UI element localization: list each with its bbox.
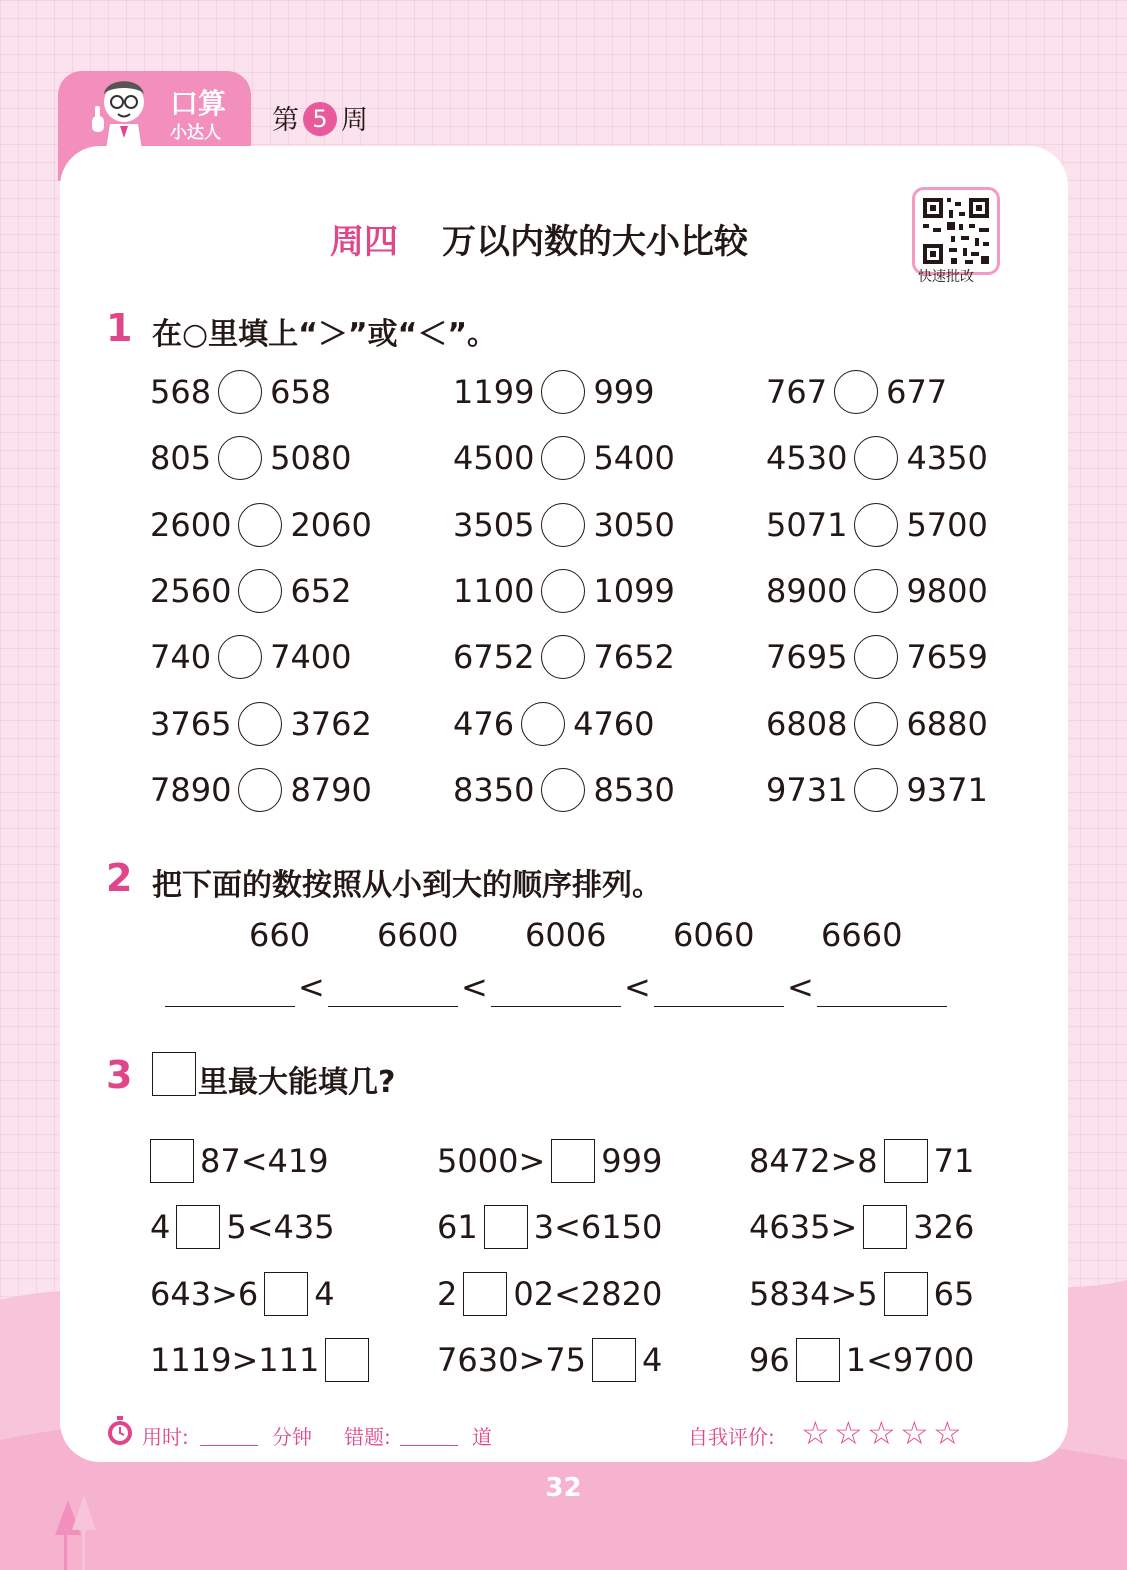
- answer-blank[interactable]: [491, 1006, 621, 1007]
- right-number: 4760: [573, 704, 655, 743]
- answer-circle[interactable]: [854, 702, 898, 746]
- expression-right: 3<6150: [533, 1208, 663, 1247]
- answer-box[interactable]: [150, 1139, 194, 1183]
- expression-right: 326: [913, 1208, 975, 1247]
- right-number: 4350: [906, 439, 988, 478]
- left-number: 6752: [453, 638, 535, 677]
- right-number: 8790: [290, 770, 372, 809]
- answer-circle[interactable]: [854, 436, 898, 480]
- left-number: 7890: [150, 770, 232, 809]
- fill-box-item: [749, 1272, 974, 1316]
- answer-box[interactable]: [463, 1272, 507, 1316]
- left-number: 805: [150, 439, 212, 478]
- answer-box[interactable]: [551, 1139, 595, 1183]
- comparison-item: [766, 635, 988, 679]
- expression-right: 02<2820: [513, 1274, 663, 1313]
- dao-label: 道: [472, 1425, 492, 1449]
- answer-box[interactable]: [592, 1338, 636, 1382]
- left-number: 2560: [150, 571, 232, 610]
- answer-circle[interactable]: [521, 702, 565, 746]
- comparison-item: [150, 635, 352, 679]
- answer-circle[interactable]: [541, 569, 585, 613]
- answer-blank[interactable]: [165, 1006, 295, 1007]
- answer-circle[interactable]: [541, 768, 585, 812]
- qr-code[interactable]: [912, 187, 1000, 275]
- comparison-item: [453, 370, 655, 414]
- right-number: 658: [270, 373, 332, 411]
- right-number: 2060: [290, 505, 372, 544]
- expression-left: 643>6: [150, 1274, 259, 1313]
- qr-code-icon: [915, 190, 997, 272]
- question-1-number: 1: [106, 306, 133, 350]
- comparison-item: [453, 635, 675, 679]
- answer-box[interactable]: [176, 1205, 220, 1249]
- expression-right: 87<419: [200, 1142, 329, 1180]
- answer-blank[interactable]: [817, 1006, 947, 1007]
- answer-box[interactable]: [264, 1272, 308, 1316]
- fill-box-item: [437, 1205, 662, 1249]
- expression-left: 8472>8: [749, 1142, 878, 1180]
- comparison-item: [453, 768, 675, 812]
- answer-circle[interactable]: [541, 370, 585, 414]
- answer-circle[interactable]: [854, 635, 898, 679]
- week-prefix: 第: [272, 105, 299, 136]
- question-1-text: 在○里填上“＞”或“＜”。: [152, 317, 498, 352]
- comparison-item: [766, 503, 988, 547]
- fill-box-item: [749, 1205, 974, 1249]
- comparison-item: [150, 768, 372, 812]
- less-than-sign: <: [461, 968, 488, 1006]
- expression-left: 61: [437, 1208, 478, 1247]
- answer-box[interactable]: [884, 1139, 928, 1183]
- boy-mascot-icon: [80, 72, 164, 150]
- less-than-sign: <: [624, 968, 651, 1006]
- left-number: 3505: [453, 505, 535, 544]
- answer-circle[interactable]: [238, 569, 282, 613]
- page-number: 32: [545, 1473, 582, 1503]
- comparison-item: [453, 436, 675, 480]
- left-number: 8350: [453, 770, 535, 809]
- answer-circle[interactable]: [541, 436, 585, 480]
- fill-box-item: [749, 1139, 974, 1183]
- comparison-item: [150, 436, 352, 480]
- fill-box-item: [437, 1338, 662, 1382]
- comparison-item: [766, 370, 947, 414]
- answer-circle[interactable]: [854, 503, 898, 547]
- question-2-number: 2: [106, 856, 133, 900]
- question-3-text: 里最大能填几?: [198, 1065, 396, 1100]
- right-number: 3762: [290, 704, 372, 743]
- less-than-sign: <: [298, 968, 325, 1006]
- right-number: 8530: [593, 770, 675, 809]
- left-number: 767: [766, 373, 828, 411]
- comparison-item: [150, 370, 331, 414]
- fill-box-item: [150, 1139, 329, 1183]
- answer-circle[interactable]: [238, 503, 282, 547]
- comparison-item: [150, 569, 352, 613]
- self-eval-label: 自我评价:: [688, 1425, 775, 1449]
- comparison-item: [453, 702, 655, 746]
- answer-circle[interactable]: [218, 436, 262, 480]
- answer-circle[interactable]: [238, 768, 282, 812]
- expression-left: 5000>: [437, 1142, 546, 1180]
- week-number-badge: 5: [303, 102, 337, 136]
- stopwatch-icon: [106, 1416, 134, 1446]
- expression-left: 2: [437, 1274, 458, 1313]
- answer-circle[interactable]: [854, 768, 898, 812]
- fill-box-item: [150, 1338, 375, 1382]
- answer-circle[interactable]: [218, 370, 262, 414]
- fill-box-item: [150, 1205, 335, 1249]
- sequence-number: 6600: [377, 916, 459, 954]
- title-day: 周四: [330, 222, 398, 262]
- answer-circle[interactable]: [218, 635, 262, 679]
- left-number: 740: [150, 638, 212, 677]
- expression-right: 4: [641, 1340, 663, 1379]
- answer-circle[interactable]: [541, 503, 585, 547]
- fill-box-item: [437, 1139, 662, 1183]
- rating-star[interactable]: ☆: [867, 1414, 896, 1452]
- week-suffix: 周: [341, 105, 368, 136]
- answer-circle[interactable]: [238, 702, 282, 746]
- left-number: 4500: [453, 439, 535, 478]
- expression-right: 5<435: [226, 1208, 335, 1247]
- right-number: 1099: [593, 571, 675, 610]
- sequence-number: 660: [249, 916, 311, 954]
- expression-right: 999: [601, 1142, 663, 1180]
- answer-circle[interactable]: [834, 370, 878, 414]
- fill-box-item: [437, 1272, 662, 1316]
- less-than-sign: <: [787, 968, 814, 1006]
- rating-star[interactable]: ☆: [933, 1414, 962, 1452]
- answer-circle[interactable]: [854, 569, 898, 613]
- expression-left: 7630>75: [437, 1340, 586, 1379]
- right-number: 652: [290, 571, 352, 610]
- expression-right: 71: [933, 1142, 975, 1180]
- rating-star[interactable]: ☆: [900, 1414, 929, 1452]
- fill-box-item: [150, 1272, 335, 1316]
- right-number: 7400: [270, 638, 352, 677]
- left-number: 1100: [453, 571, 535, 610]
- right-number: 5700: [906, 505, 988, 544]
- comparison-item: [766, 768, 988, 812]
- left-number: 7695: [766, 638, 848, 677]
- answer-box[interactable]: [796, 1338, 840, 1382]
- expression-left: 4: [150, 1208, 171, 1247]
- week-label: [272, 98, 368, 139]
- wrong-blank[interactable]: [400, 1445, 458, 1446]
- right-number: 5400: [593, 439, 675, 478]
- fill-box-item: [749, 1338, 974, 1382]
- left-number: 568: [150, 373, 212, 411]
- right-number: 677: [886, 373, 948, 411]
- expression-right: 4: [314, 1274, 335, 1313]
- expression-right: 1<9700: [845, 1340, 975, 1379]
- comparison-item: [150, 702, 372, 746]
- left-number: 5071: [766, 505, 848, 544]
- right-number: 5080: [270, 439, 352, 478]
- wrong-label: 错题:: [344, 1425, 391, 1449]
- sample-box: [152, 1052, 196, 1096]
- qr-label: 快速批改: [918, 269, 974, 285]
- right-number: 7659: [906, 638, 988, 677]
- left-number: 3765: [150, 704, 232, 743]
- left-number: 6808: [766, 704, 848, 743]
- left-number: 476: [453, 704, 515, 743]
- minutes-label: 分钟: [272, 1425, 312, 1449]
- question-2-text: 把下面的数按照从小到大的顺序排列。: [152, 868, 662, 903]
- comparison-item: [766, 569, 988, 613]
- answer-box[interactable]: [484, 1205, 528, 1249]
- answer-circle[interactable]: [541, 635, 585, 679]
- right-number: 3050: [593, 505, 675, 544]
- expression-left: 96: [749, 1340, 790, 1379]
- right-number: 999: [593, 373, 655, 411]
- right-number: 9800: [906, 571, 988, 610]
- comparison-item: [453, 503, 675, 547]
- comparison-item: [766, 436, 988, 480]
- answer-box[interactable]: [863, 1205, 907, 1249]
- expression-left: 4635>: [749, 1208, 858, 1247]
- tab-title: 口算: [170, 87, 227, 120]
- page-title: 万以内数的大小比较: [442, 222, 748, 262]
- expression-right: 65: [933, 1274, 975, 1313]
- expression-left: 5834>5: [749, 1274, 878, 1313]
- sequence-number: 6660: [821, 916, 903, 954]
- answer-blank[interactable]: [328, 1006, 458, 1007]
- time-label: 用时:: [142, 1425, 189, 1449]
- answer-box[interactable]: [884, 1272, 928, 1316]
- left-number: 2600: [150, 505, 232, 544]
- left-number: 9731: [766, 770, 848, 809]
- answer-box[interactable]: [325, 1338, 369, 1382]
- rating-star[interactable]: ☆: [834, 1414, 863, 1452]
- comparison-item: [150, 503, 372, 547]
- left-number: 8900: [766, 571, 848, 610]
- comparison-item: [766, 702, 988, 746]
- expression-left: 1119>111: [150, 1340, 320, 1379]
- sequence-number: 6006: [525, 916, 607, 954]
- right-number: 9371: [906, 770, 988, 809]
- question-3-number: 3: [106, 1053, 133, 1097]
- right-number: 6880: [906, 704, 988, 743]
- sequence-number: 6060: [673, 916, 755, 954]
- left-number: 1199: [453, 373, 535, 411]
- tab-subtitle: 小达人: [170, 123, 221, 143]
- left-number: 4530: [766, 439, 848, 478]
- comparison-item: [453, 569, 675, 613]
- right-number: 7652: [593, 638, 675, 677]
- rating-star[interactable]: ☆: [801, 1414, 830, 1452]
- answer-blank[interactable]: [654, 1006, 784, 1007]
- time-blank[interactable]: [200, 1445, 258, 1446]
